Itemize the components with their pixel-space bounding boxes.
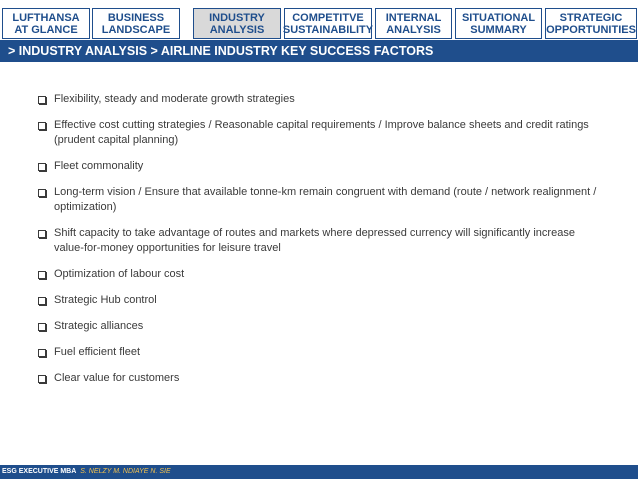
list-item bbox=[36, 92, 606, 107]
checkbox-bullet-icon bbox=[38, 375, 46, 383]
list-item bbox=[36, 293, 606, 308]
tab-competitive-sustainability[interactable]: COMPETITVE SUSTAINABILITY bbox=[284, 8, 372, 39]
list-item bbox=[36, 226, 606, 256]
list-item-text: Strategic alliances bbox=[54, 320, 144, 332]
checkbox-bullet-icon bbox=[38, 163, 46, 171]
checkbox-bullet-icon bbox=[38, 96, 46, 104]
tab-lufthansa-at-glance[interactable]: LUFTHANSA AT GLANCE bbox=[2, 8, 90, 39]
checkbox-bullet-icon bbox=[38, 271, 46, 279]
list-item bbox=[36, 345, 606, 360]
list-item-text: Flexibility, steady and moderate growth strategies bbox=[54, 93, 295, 105]
key-success-factors-list bbox=[36, 92, 606, 397]
tab-business-landscape[interactable]: BUSINESS LANDSCAPE bbox=[92, 8, 180, 39]
list-item bbox=[36, 267, 606, 282]
list-item-text: Long-term vision / Ensure that available tonne-km remain congruent with demand (route / network realignment / optimization) bbox=[54, 186, 597, 213]
breadcrumb: > INDUSTRY ANALYSIS > AIRLINE INDUSTRY KEY SUCCESS FACTORS bbox=[0, 40, 638, 62]
list-item bbox=[36, 319, 606, 334]
section-nav bbox=[0, 0, 638, 40]
list-item bbox=[36, 371, 606, 386]
checkbox-bullet-icon bbox=[38, 189, 46, 197]
list-item bbox=[36, 185, 606, 215]
footer-author: S. NELZY M. NDIAYE N. SIE bbox=[80, 468, 171, 475]
footer-org: ESG EXECUTIVE MBA bbox=[2, 468, 77, 475]
list-item-text: Optimization of labour cost bbox=[54, 268, 185, 280]
checkbox-bullet-icon bbox=[38, 323, 46, 331]
checkbox-bullet-icon bbox=[38, 122, 46, 130]
list-item-text: Effective cost cutting strategies / Reasonable capital requirements / Improve balance sheets and credit ratings (prudent capital planning) bbox=[54, 119, 589, 146]
list-item-text: Strategic Hub control bbox=[54, 294, 157, 306]
list-item bbox=[36, 159, 606, 174]
tab-internal-analysis[interactable]: INTERNAL ANALYSIS bbox=[375, 8, 452, 39]
tab-industry-analysis[interactable]: INDUSTRY ANALYSIS bbox=[193, 8, 281, 39]
checkbox-bullet-icon bbox=[38, 230, 46, 238]
list-item bbox=[36, 118, 606, 148]
checkbox-bullet-icon bbox=[38, 297, 46, 305]
list-item-text: Fuel efficient fleet bbox=[54, 346, 141, 358]
tab-situational-summary[interactable]: SITUATIONAL SUMMARY bbox=[455, 8, 542, 39]
list-item-text: Clear value for customers bbox=[54, 372, 180, 384]
footer bbox=[0, 465, 638, 479]
tab-strategic-opportunities[interactable]: STRATEGIC OPPORTUNITIES bbox=[545, 8, 637, 39]
list-item-text: Shift capacity to take advantage of routes and markets where depressed currency will significantly increase value-for-money opportunities for leisure travel bbox=[54, 227, 575, 254]
list-item-text: Fleet commonality bbox=[54, 160, 144, 172]
checkbox-bullet-icon bbox=[38, 349, 46, 357]
